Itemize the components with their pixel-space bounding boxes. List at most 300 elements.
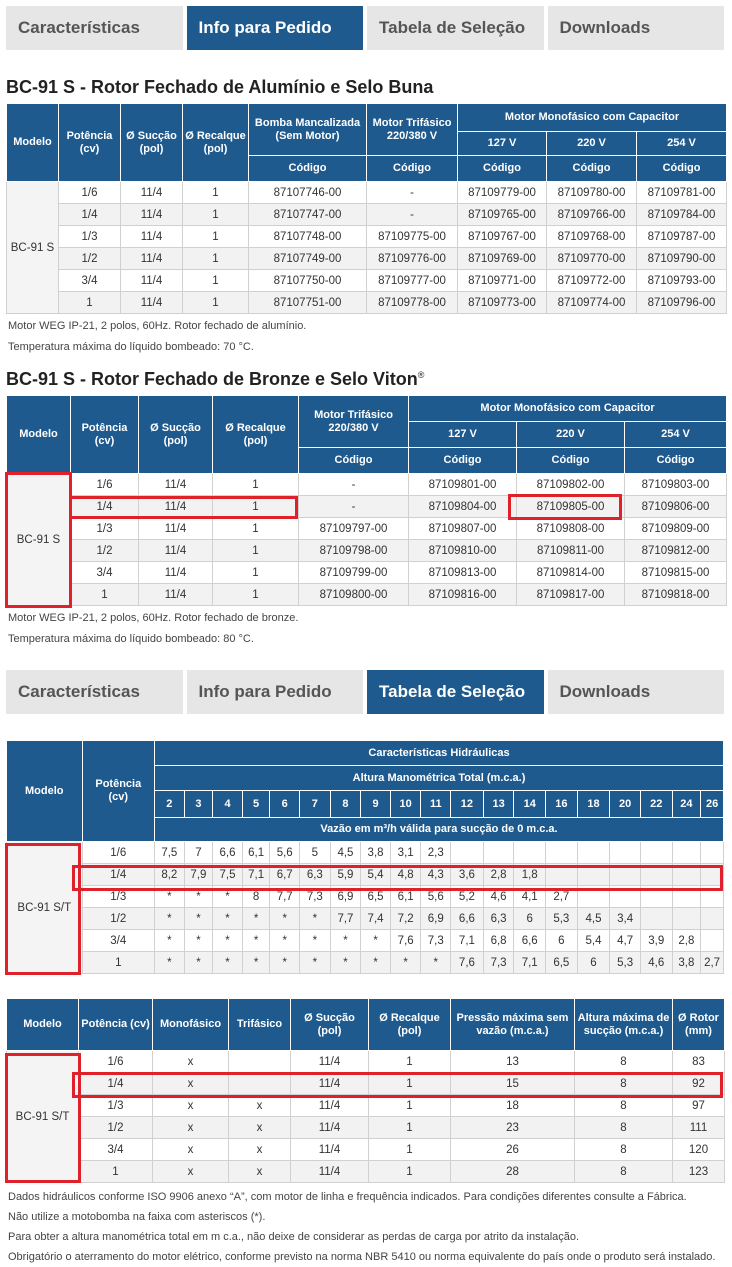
cell-flow: 6,8 [483, 930, 514, 952]
header-altura-succao: Altura máxima de sucção (m.c.a.) [575, 999, 673, 1051]
header-height: 16 [546, 791, 578, 818]
table-row [7, 226, 727, 248]
cell-monofasico: x [153, 1095, 229, 1117]
cell-rotor: 123 [673, 1161, 725, 1183]
technical-table [6, 998, 725, 1183]
cell-trifasico [229, 1051, 291, 1073]
cell-254v: 87109790-00 [637, 248, 727, 270]
cell-127v: 87109813-00 [409, 562, 517, 584]
cell-254v: 87109793-00 [637, 270, 727, 292]
cell-flow: 7,7 [330, 908, 361, 930]
tab-info-pedido[interactable]: Info para Pedido [187, 670, 364, 714]
cell-220v: 87109811-00 [517, 540, 625, 562]
cell-flow: 7,6 [451, 952, 484, 974]
cell-flow: 4,7 [610, 930, 641, 952]
cell-rotor: 83 [673, 1051, 725, 1073]
cell-potencia: 1/4 [79, 1073, 153, 1095]
cell-flow: 5,3 [546, 908, 578, 930]
cell-flow [514, 842, 546, 864]
cell-flow: * [155, 908, 185, 930]
header-monofasico: Monofásico [153, 999, 229, 1051]
table-row [7, 292, 727, 314]
tab-tabela-selecao[interactable]: Tabela de Seleção [367, 670, 544, 714]
cell-flow [701, 908, 724, 930]
cell-flow: 4,5 [577, 908, 610, 930]
cell-127v: 87109816-00 [409, 584, 517, 606]
cell-220v: 87109766-00 [547, 204, 637, 226]
header-height: 14 [514, 791, 546, 818]
cell-254v: 87109803-00 [625, 474, 727, 496]
cell-flow [640, 886, 672, 908]
header-pressao: Pressão máxima sem vazão (m.c.a.) [451, 999, 575, 1051]
cell-flow: * [421, 952, 451, 974]
cell-127v: 87109765-00 [458, 204, 547, 226]
header-height: 2 [155, 791, 185, 818]
tab-info-pedido[interactable]: Info para Pedido [187, 6, 364, 50]
cell-flow: * [300, 930, 331, 952]
cell-flow: 6,6 [213, 842, 243, 864]
tab-downloads[interactable]: Downloads [548, 6, 725, 50]
table-row [7, 1117, 725, 1139]
cell-127v: 87109807-00 [409, 518, 517, 540]
cell-flow: * [213, 952, 243, 974]
header-height: 18 [577, 791, 610, 818]
cell-127v: 87109801-00 [409, 474, 517, 496]
cell-254v: 87109796-00 [637, 292, 727, 314]
cell-potencia: 1/6 [71, 474, 139, 496]
cell-potencia: 1/2 [59, 248, 121, 270]
cell-altura-succao: 8 [575, 1095, 673, 1117]
cell-flow: * [155, 930, 185, 952]
cell-recalque: 1 [213, 540, 299, 562]
cell-potencia: 1/6 [79, 1051, 153, 1073]
cell-flow: 7,7 [270, 886, 300, 908]
cell-trifasico: 87109776-00 [367, 248, 458, 270]
table-row [7, 1139, 725, 1161]
cell-flow: * [361, 930, 391, 952]
table-row [7, 864, 724, 886]
cell-flow: 5,4 [577, 930, 610, 952]
cell-flow: 4,5 [330, 842, 361, 864]
table-row [7, 562, 727, 584]
note-line: Motor WEG IP-21, 2 polos, 60Hz. Rotor fechado de alumínio. [8, 320, 307, 332]
header-mancalizada: Bomba Mancalizada (Sem Motor) [249, 104, 367, 156]
cell-flow: 6 [577, 952, 610, 974]
cell-flow [701, 842, 724, 864]
header-codigo: Código [299, 448, 409, 474]
cell-flow [610, 864, 641, 886]
cell-trifasico [229, 1073, 291, 1095]
header-modelo: Modelo [7, 999, 79, 1051]
cell-flow [610, 886, 641, 908]
section-title-aluminio: BC-91 S - Rotor Fechado de Alumínio e Selo Buna [6, 77, 434, 97]
cell-potencia: 1/3 [79, 1095, 153, 1117]
cell-altura-succao: 8 [575, 1051, 673, 1073]
cell-succao: 11/4 [291, 1073, 369, 1095]
cell-rotor: 92 [673, 1073, 725, 1095]
cell-127v: 87109779-00 [458, 182, 547, 204]
cell-flow: * [330, 952, 361, 974]
header-codigo: Código [249, 156, 367, 182]
cell-127v: 87109773-00 [458, 292, 547, 314]
cell-recalque: 1 [213, 518, 299, 540]
cell-flow: * [390, 952, 421, 974]
cell-trifasico: 87109800-00 [299, 584, 409, 606]
header-height: 3 [184, 791, 213, 818]
header-modelo: Modelo [7, 741, 83, 842]
cell-flow [546, 864, 578, 886]
cell-flow: 7,1 [514, 952, 546, 974]
cell-recalque: 1 [183, 182, 249, 204]
cell-flow [701, 930, 724, 952]
cell-flow: 7 [184, 842, 213, 864]
table-row [7, 182, 727, 204]
cell-trifasico: 87109797-00 [299, 518, 409, 540]
cell-rotor: 97 [673, 1095, 725, 1117]
cell-potencia: 1/3 [82, 886, 154, 908]
cell-monofasico: x [153, 1161, 229, 1183]
cell-flow: 6,3 [483, 908, 514, 930]
table-row [7, 908, 724, 930]
cell-recalque: 1 [183, 270, 249, 292]
header-height: 20 [610, 791, 641, 818]
cell-254v: 87109812-00 [625, 540, 727, 562]
cell-recalque: 1 [213, 584, 299, 606]
table-row [7, 518, 727, 540]
note-line: Dados hidráulicos conforme ISO 9906 anexo “A”, com motor de linha e frequência indicados. Para condições diferentes consulte a Fábrica. [8, 1191, 687, 1203]
cell-succao: 11/4 [121, 204, 183, 226]
cell-flow: 7,9 [184, 864, 213, 886]
header-254v: 254 V [625, 422, 727, 448]
cell-recalque: 1 [369, 1095, 451, 1117]
header-height: 24 [672, 791, 701, 818]
cell-monofasico: x [153, 1139, 229, 1161]
cell-succao: 11/4 [121, 292, 183, 314]
cell-127v: 87109810-00 [409, 540, 517, 562]
cell-flow: 8 [242, 886, 270, 908]
cell-flow [672, 842, 701, 864]
cell-trifasico: 87109775-00 [367, 226, 458, 248]
cell-flow: 5,3 [610, 952, 641, 974]
cell-flow: * [184, 886, 213, 908]
cell-trifasico: - [299, 496, 409, 518]
tab-tabela-selecao[interactable]: Tabela de Seleção [367, 6, 544, 50]
cell-flow: 2,8 [483, 864, 514, 886]
cell-succao: 11/4 [139, 540, 213, 562]
cell-flow: 3,6 [451, 864, 484, 886]
note-line: Não utilize a motobomba na faixa com asteriscos (*). [8, 1211, 266, 1223]
cell-127v: 87109769-00 [458, 248, 547, 270]
section-title-bronze: BC-91 S - Rotor Fechado de Bronze e Selo Viton® [6, 369, 425, 389]
cell-flow: * [184, 930, 213, 952]
cell-flow: 6,5 [546, 952, 578, 974]
cell-flow: * [213, 930, 243, 952]
cell-flow: 5,9 [330, 864, 361, 886]
cell-flow: 3,4 [610, 908, 641, 930]
header-codigo: Código [367, 156, 458, 182]
table-row [7, 952, 724, 974]
header-height: 5 [242, 791, 270, 818]
cell-recalque: 1 [183, 292, 249, 314]
header-succao: Ø Sucção (pol) [139, 396, 213, 474]
cell-trifasico: 87109778-00 [367, 292, 458, 314]
cell-succao: 11/4 [121, 248, 183, 270]
header-recalque: Ø Recalque (pol) [183, 104, 249, 182]
cell-succao: 11/4 [139, 474, 213, 496]
cell-flow: 4,3 [421, 864, 451, 886]
cell-mancalizada: 87107751-00 [249, 292, 367, 314]
cell-flow: 6,9 [421, 908, 451, 930]
hydraulic-table [6, 740, 724, 974]
cell-potencia: 1/6 [59, 182, 121, 204]
header-height: 10 [390, 791, 421, 818]
cell-succao: 11/4 [139, 584, 213, 606]
cell-254v: 87109781-00 [637, 182, 727, 204]
cell-flow: 6 [514, 908, 546, 930]
cell-monofasico: x [153, 1073, 229, 1095]
cell-recalque: 1 [369, 1161, 451, 1183]
cell-flow: 6,1 [242, 842, 270, 864]
cell-flow: * [213, 886, 243, 908]
cell-mancalizada: 87107748-00 [249, 226, 367, 248]
header-altura: Altura Manométrica Total (m.c.a.) [155, 766, 724, 791]
table-row [7, 1051, 725, 1073]
header-127v: 127 V [458, 132, 547, 156]
cell-flow [451, 842, 484, 864]
cell-flow: 3,1 [390, 842, 421, 864]
header-succao: Ø Sucção (pol) [121, 104, 183, 182]
cell-254v: 87109818-00 [625, 584, 727, 606]
cell-potencia: 1 [71, 584, 139, 606]
table-row [7, 204, 727, 226]
cell-recalque: 1 [213, 496, 299, 518]
cell-flow [577, 886, 610, 908]
cell-flow: 6,1 [390, 886, 421, 908]
cell-recalque: 1 [183, 204, 249, 226]
cell-trifasico: - [367, 204, 458, 226]
cell-succao: 11/4 [291, 1139, 369, 1161]
cell-recalque: 1 [213, 562, 299, 584]
cell-model: BC-91 S/T [7, 1051, 79, 1183]
cell-potencia: 1/3 [71, 518, 139, 540]
cell-flow: * [213, 908, 243, 930]
cell-flow: * [242, 952, 270, 974]
cell-succao: 11/4 [121, 226, 183, 248]
cell-potencia: 3/4 [82, 930, 154, 952]
header-monofasico: Motor Monofásico com Capacitor [458, 104, 727, 132]
tab-bar-top [6, 6, 724, 50]
cell-220v: 87109770-00 [547, 248, 637, 270]
header-trifasico: Motor Trifásico 220/380 V [299, 396, 409, 448]
cell-flow: 6,9 [330, 886, 361, 908]
header-codigo: Código [625, 448, 727, 474]
header-hidraulicas: Características Hidráulicas [155, 741, 724, 766]
cell-127v: 87109771-00 [458, 270, 547, 292]
cell-recalque: 1 [369, 1139, 451, 1161]
cell-flow: 7,5 [213, 864, 243, 886]
cell-trifasico: 87109798-00 [299, 540, 409, 562]
cell-altura-succao: 8 [575, 1161, 673, 1183]
cell-220v: 87109774-00 [547, 292, 637, 314]
cell-220v: 87109805-00 [517, 496, 625, 518]
cell-potencia: 1/4 [71, 496, 139, 518]
table-row [7, 474, 727, 496]
tab-caracteristicas[interactable]: Características [6, 670, 183, 714]
cell-flow: 5 [300, 842, 331, 864]
cell-flow: 2,3 [421, 842, 451, 864]
cell-trifasico: x [229, 1117, 291, 1139]
cell-flow [672, 886, 701, 908]
cell-trifasico: x [229, 1161, 291, 1183]
cell-flow: 1,8 [514, 864, 546, 886]
cell-model: BC-91 S/T [7, 842, 83, 974]
cell-flow: 3,8 [672, 952, 701, 974]
header-codigo: Código [547, 156, 637, 182]
cell-succao: 11/4 [139, 518, 213, 540]
cell-flow: 5,6 [270, 842, 300, 864]
cell-flow: * [361, 952, 391, 974]
cell-flow [701, 864, 724, 886]
tab-downloads[interactable]: Downloads [548, 670, 725, 714]
cell-flow [672, 864, 701, 886]
cell-flow: 8,2 [155, 864, 185, 886]
cell-flow: * [300, 952, 331, 974]
header-220v: 220 V [547, 132, 637, 156]
cell-trifasico: 87109777-00 [367, 270, 458, 292]
cell-220v: 87109817-00 [517, 584, 625, 606]
cell-potencia: 1/3 [59, 226, 121, 248]
cell-succao: 11/4 [121, 182, 183, 204]
cell-trifasico: x [229, 1095, 291, 1117]
header-potencia: Potência (cv) [82, 741, 154, 842]
cell-mancalizada: 87107746-00 [249, 182, 367, 204]
cell-220v: 87109780-00 [547, 182, 637, 204]
header-codigo: Código [458, 156, 547, 182]
cell-recalque: 1 [369, 1073, 451, 1095]
cell-flow: * [270, 952, 300, 974]
cell-flow: 6,6 [451, 908, 484, 930]
table-row [7, 540, 727, 562]
header-monofasico: Motor Monofásico com Capacitor [409, 396, 727, 422]
cell-254v: 87109787-00 [637, 226, 727, 248]
cell-flow: 5,6 [421, 886, 451, 908]
cell-flow [640, 908, 672, 930]
cell-recalque: 1 [213, 474, 299, 496]
cell-flow: 7,1 [451, 930, 484, 952]
cell-potencia: 1/2 [82, 908, 154, 930]
header-codigo: Código [409, 448, 517, 474]
table-row [7, 842, 724, 864]
cell-succao: 11/4 [139, 562, 213, 584]
cell-mancalizada: 87107749-00 [249, 248, 367, 270]
cell-127v: 87109804-00 [409, 496, 517, 518]
cell-flow: * [184, 952, 213, 974]
cell-flow [577, 842, 610, 864]
header-potencia: Potência (cv) [71, 396, 139, 474]
cell-flow: 7,5 [155, 842, 185, 864]
cell-flow [610, 842, 641, 864]
cell-220v: 87109814-00 [517, 562, 625, 584]
cell-trifasico: x [229, 1139, 291, 1161]
header-potencia: Potência (cv) [79, 999, 153, 1051]
cell-flow: 5,4 [361, 864, 391, 886]
cell-trifasico: 87109799-00 [299, 562, 409, 584]
cell-altura-succao: 8 [575, 1117, 673, 1139]
header-trifasico: Trifásico [229, 999, 291, 1051]
cell-flow: * [330, 930, 361, 952]
cell-flow: 3,9 [640, 930, 672, 952]
cell-flow: 2,7 [546, 886, 578, 908]
cell-flow: 4,1 [514, 886, 546, 908]
note-line: Temperatura máxima do líquido bombeado: 80 °C. [8, 633, 254, 645]
cell-flow: 7,1 [242, 864, 270, 886]
header-potencia: Potência (cv) [59, 104, 121, 182]
cell-flow [701, 886, 724, 908]
cell-potencia: 3/4 [79, 1139, 153, 1161]
cell-220v: 87109772-00 [547, 270, 637, 292]
header-220v: 220 V [517, 422, 625, 448]
cell-220v: 87109808-00 [517, 518, 625, 540]
table-row [7, 1095, 725, 1117]
header-recalque: Ø Recalque (pol) [369, 999, 451, 1051]
cell-220v: 87109802-00 [517, 474, 625, 496]
cell-flow: * [155, 952, 185, 974]
cell-flow: * [155, 886, 185, 908]
cell-flow: * [300, 908, 331, 930]
cell-model: BC-91 S [7, 474, 71, 606]
table-row [7, 270, 727, 292]
header-height: 6 [270, 791, 300, 818]
cell-flow: 3,8 [361, 842, 391, 864]
header-rotor: Ø Rotor (mm) [673, 999, 725, 1051]
table-row [7, 248, 727, 270]
cell-flow: * [270, 930, 300, 952]
cell-flow: 7,3 [483, 952, 514, 974]
cell-pressao: 18 [451, 1095, 575, 1117]
order-table-aluminio [6, 103, 727, 314]
cell-flow: 7,3 [421, 930, 451, 952]
cell-potencia: 1/2 [71, 540, 139, 562]
cell-potencia: 1/4 [82, 864, 154, 886]
cell-254v: 87109784-00 [637, 204, 727, 226]
cell-potencia: 1 [82, 952, 154, 974]
header-height: 22 [640, 791, 672, 818]
cell-flow: 4,8 [390, 864, 421, 886]
table-row [7, 1073, 725, 1095]
cell-succao: 11/4 [291, 1095, 369, 1117]
cell-recalque: 1 [369, 1051, 451, 1073]
cell-flow [640, 842, 672, 864]
header-modelo: Modelo [7, 396, 71, 474]
note-line: Motor WEG IP-21, 2 polos, 60Hz. Rotor fechado de bronze. [8, 612, 299, 624]
cell-trifasico: - [367, 182, 458, 204]
header-codigo: Código [517, 448, 625, 474]
tab-bar-bottom [6, 670, 724, 714]
header-height: 12 [451, 791, 484, 818]
header-recalque: Ø Recalque (pol) [213, 396, 299, 474]
table-row [7, 584, 727, 606]
cell-flow: 4,6 [640, 952, 672, 974]
cell-pressao: 15 [451, 1073, 575, 1095]
cell-flow [672, 908, 701, 930]
tab-caracteristicas[interactable]: Características [6, 6, 183, 50]
cell-altura-succao: 8 [575, 1073, 673, 1095]
cell-127v: 87109767-00 [458, 226, 547, 248]
note-line: Obrigatório o aterramento do motor elétrico, conforme previsto na norma NBR 5410 ou norma equivalente do país onde o produto será instalado. [8, 1251, 716, 1263]
cell-succao: 11/4 [291, 1161, 369, 1183]
cell-pressao: 28 [451, 1161, 575, 1183]
cell-monofasico: x [153, 1051, 229, 1073]
